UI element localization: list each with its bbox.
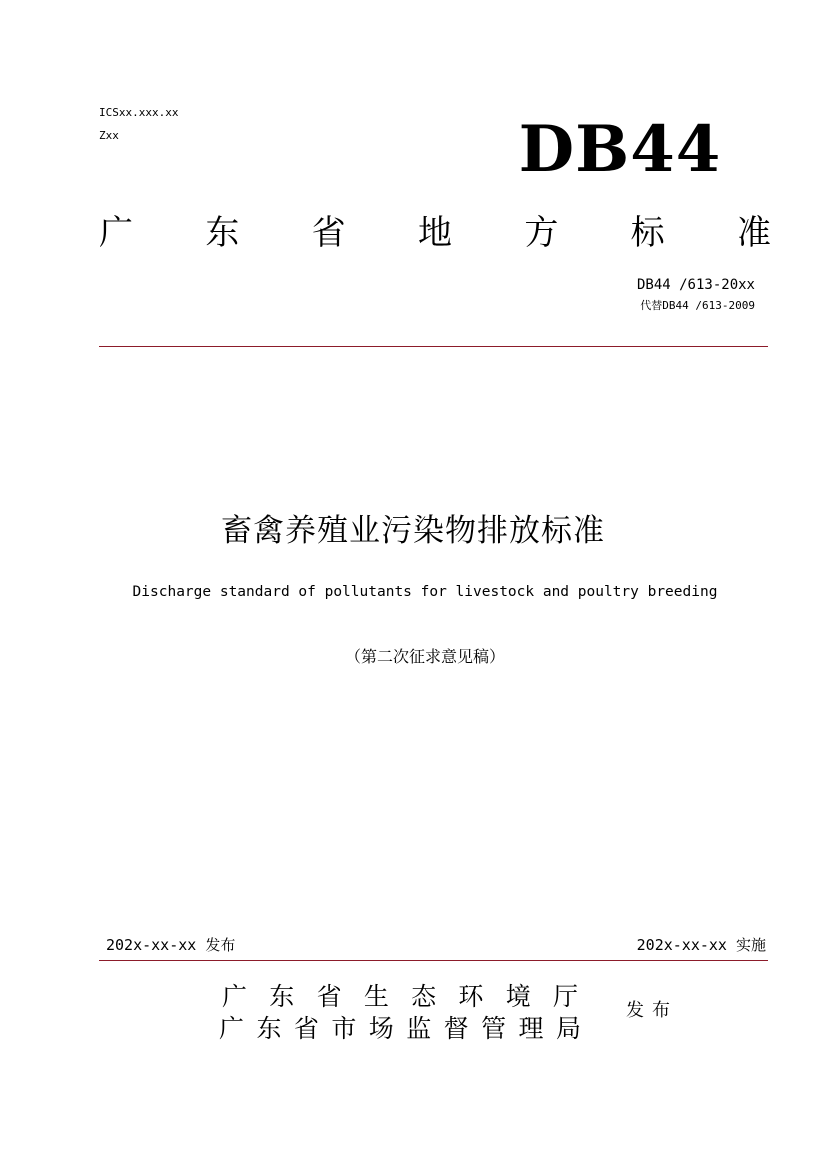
standard-type-char: 东 [205,213,240,253]
issuer-char: 环 [458,982,484,1011]
top-divider [99,346,768,347]
issuer-char: 厅 [552,982,578,1011]
standard-type-heading [99,208,771,258]
implementation-date: 202x-xx-xx 实施 [636,936,766,954]
standard-type-char: 准 [736,213,771,253]
issuer-line-1 [222,980,578,1014]
standard-type-char: 省 [311,213,346,253]
issuer-char: 省 [293,1014,319,1043]
issuer-char: 局 [555,1014,581,1043]
db-code-mark: DB44 [518,112,722,187]
replaces-standard: 代替DB44 /613-2009 [640,299,755,312]
issuer-char: 生 [363,982,389,1011]
publish-label: 发布 [626,1000,678,1021]
issuer-char: 市 [331,1014,357,1043]
standard-type-char: 地 [417,213,452,253]
standard-type-char: 标 [630,213,665,253]
issue-date: 202x-xx-xx 发布 [106,936,236,954]
standard-type-char: 广 [99,213,133,253]
issuer-char: 监 [406,1014,432,1043]
standard-number: DB44 /613-20xx [636,277,755,293]
classification-code: Zxx [99,129,119,142]
issuer-char: 东 [256,1014,282,1043]
document-title-zh: 畜禽养殖业污染物排放标准 [221,513,605,549]
issuer-char: 境 [505,982,531,1011]
issuer-char: 广 [219,1014,245,1043]
issuer-char: 广 [222,982,248,1011]
issuer-char: 理 [518,1014,544,1043]
draft-note: （第二次征求意见稿） [344,647,505,666]
document-title-en: Discharge standard of pollutants for livestock and poultry breeding [132,584,718,600]
issuer-char: 态 [411,982,437,1011]
issuer-char: 场 [368,1014,394,1043]
issuer-char: 督 [443,1014,469,1043]
standard-type-char: 方 [524,213,559,253]
ics-code: ICSxx.xxx.xx [99,106,179,119]
issuer-char: 省 [316,982,342,1011]
bottom-divider [99,960,768,961]
issuer-line-2 [219,1012,581,1046]
issuer-char: 东 [269,982,295,1011]
issuer-char: 管 [481,1014,507,1043]
